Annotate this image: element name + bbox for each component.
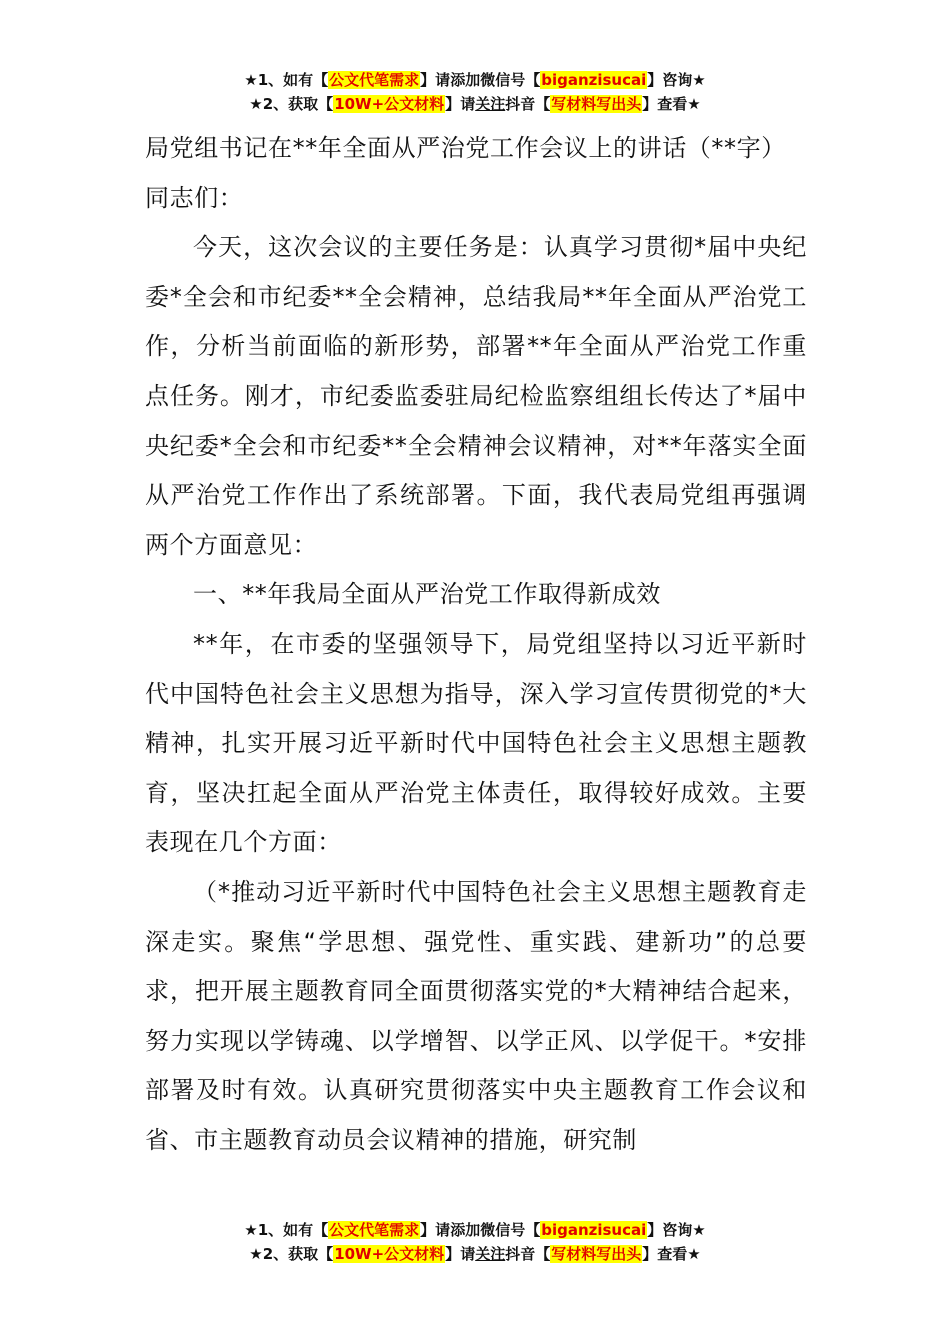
highlight-service: 公文代笔需求 bbox=[329, 1221, 420, 1239]
highlight-wechat-id: biganzisucai bbox=[541, 71, 647, 89]
promo-text-follow: 关注 bbox=[475, 95, 506, 113]
paragraph-intro: 今天，这次会议的主要任务是：认真学习贯彻*届中央纪委*全会和市纪委**全会精神，总结我局**年全面从严治党工作，分析当前面临的新形势，部署**年全面从严治党工作重点任务。刚才，市纪委监委驻局纪检监察组组长传达了*届中央纪委*全会和市纪委**全会精神会议精神，对**年落实全面从严治党工作作出了系统部署。下面，我代表局党组再强调两个方面意见： bbox=[145, 233, 807, 559]
promo-text: 微信号【 bbox=[480, 71, 541, 89]
promo-line-1 bbox=[0, 68, 950, 92]
promo-text: 抖音【 bbox=[505, 1245, 551, 1263]
promo-line-1 bbox=[0, 1218, 950, 1242]
highlight-douyin-account: 写材料写出头 bbox=[551, 1245, 642, 1263]
promo-text: 】请 bbox=[445, 95, 476, 113]
promo-text: 】请 bbox=[420, 71, 451, 89]
promo-text: ★1、如有【 bbox=[244, 1221, 329, 1239]
section-heading: 一、**年我局全面从严治党工作取得新成效 bbox=[193, 580, 661, 609]
promo-text: 】咨询★ bbox=[647, 1221, 706, 1239]
promo-text: 】请 bbox=[420, 1221, 451, 1239]
promo-text: 抖音【 bbox=[505, 95, 551, 113]
salutation: 同志们： bbox=[145, 183, 244, 212]
promo-line-2 bbox=[0, 92, 950, 116]
document-title: 局党组书记在**年全面从严治党工作会议上的讲话（**字） bbox=[145, 134, 786, 162]
promo-text: ★1、如有【 bbox=[244, 71, 329, 89]
paragraph-theme-education: （*推动习近平新时代中国特色社会主义思想主题教育走深走实。聚焦“学思想、强党性、重实践、建新功”的总要求，把开展主题教育同全面贯彻落实党的*大精神结合起来，努力实现以学铸魂、以学增智、以学正风、以学促干。*安排部署及时有效。认真研究贯彻落实中央主题教育工作会议和省、市主题教育动员会议精神的措施，研究制 bbox=[145, 877, 807, 1154]
promo-text: 】查看★ bbox=[642, 95, 701, 113]
promo-text: 】咨询★ bbox=[647, 71, 706, 89]
highlight-materials: 10W+公文材料 bbox=[334, 1245, 445, 1263]
paragraph-achievements: **年，在市委的坚强领导下，局党组坚持以习近平新时代中国特色社会主义思想为指导，深入学习宣传贯彻党的*大精神，扎实开展习近平新时代中国特色社会主义思想主题教育，坚决扛起全面从严治党主体责任，取得较好成效。主要表现在几个方面： bbox=[145, 629, 807, 857]
promo-text: ★2、获取【 bbox=[249, 95, 334, 113]
promo-banner-top bbox=[0, 68, 950, 116]
highlight-service: 公文代笔需求 bbox=[329, 71, 420, 89]
promo-text: ★2、获取【 bbox=[249, 1245, 334, 1263]
promo-text: 】请 bbox=[445, 1245, 476, 1263]
promo-line-2 bbox=[0, 1242, 950, 1266]
promo-text: 】查看★ bbox=[642, 1245, 701, 1263]
promo-text-add: 添加 bbox=[450, 1221, 481, 1239]
highlight-douyin-account: 写材料写出头 bbox=[551, 95, 642, 113]
promo-text-follow: 关注 bbox=[475, 1245, 506, 1263]
document-body bbox=[145, 124, 807, 1165]
promo-text-add: 添加 bbox=[450, 71, 481, 89]
promo-banner-bottom bbox=[0, 1218, 950, 1266]
highlight-materials: 10W+公文材料 bbox=[334, 95, 445, 113]
highlight-wechat-id: biganzisucai bbox=[541, 1221, 647, 1239]
promo-text: 微信号【 bbox=[480, 1221, 541, 1239]
